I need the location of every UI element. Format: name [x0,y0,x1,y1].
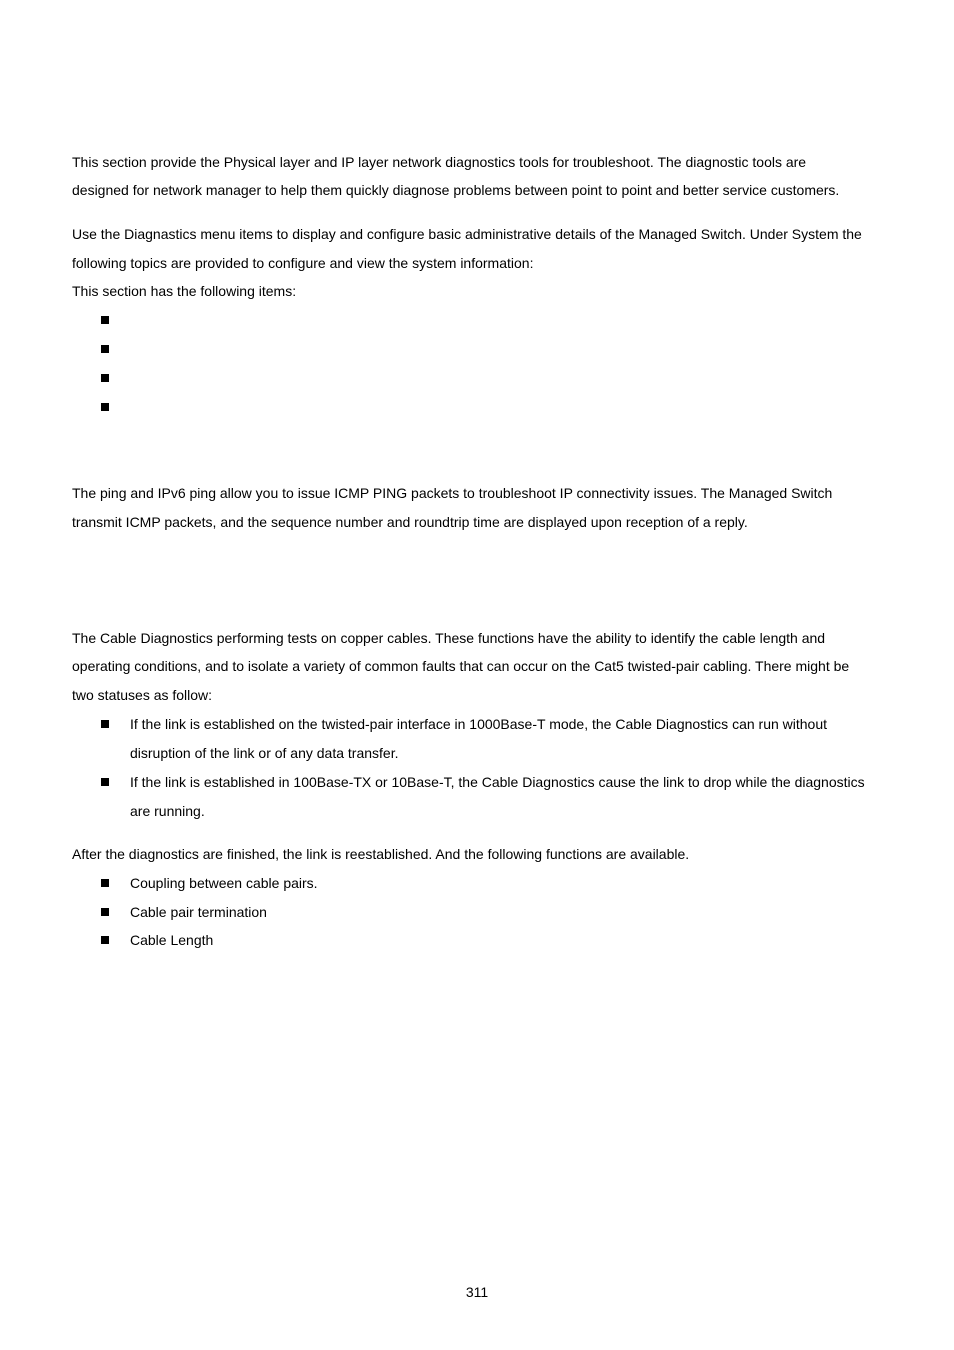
function-bullet-1: Coupling between cable pairs. [130,875,318,891]
intro-paragraph-1-line-2: designed for network manager to help them quickly diagnose problems between point to point and better service customers. [72,182,840,198]
bullet-marker [101,778,109,786]
ping-paragraph-line-1: The ping and IPv6 ping allow you to issue ICMP PING packets to troubleshoot IP connectivity issues. The Managed Switch [72,485,833,501]
bullet-marker [101,316,109,324]
bullet-marker [101,879,109,887]
function-bullet-3: Cable Length [130,932,214,948]
status-bullet-1-line-2: disruption of the link or of any data transfer. [130,745,399,761]
status-bullet-1-line-1: If the link is established on the twisted-pair interface in 1000Base-T mode, the Cable Diagnostics can run without [130,716,828,732]
bullet-marker [101,908,109,916]
status-bullet-2-line-1: If the link is established in 100Base-TX or 10Base-T, the Cable Diagnostics cause the link to drop while the diagnostics [130,774,865,790]
intro-paragraph-1-line-1: This section provide the Physical layer and IP layer network diagnostics tools for troubleshoot. The diagnostic tools are [72,154,807,170]
intro-paragraph-2-line-2: following topics are provided to configure and view the system information: [72,255,534,271]
intro-paragraph-3: This section has the following items: [72,283,297,299]
bullet-marker [101,345,109,353]
bullet-marker [101,936,109,944]
cable-paragraph-line-2: operating conditions, and to isolate a variety of common faults that can occur on the Cat5 twisted-pair cabling. There might be [72,658,850,674]
page-number: 311 [465,1284,489,1300]
ping-paragraph-line-2: transmit ICMP packets, and the sequence number and roundtrip time are displayed upon reception of a reply. [72,514,748,530]
cable-paragraph-2: After the diagnostics are finished, the link is reestablished. And the following functions are available. [72,846,690,862]
cable-paragraph-line-3: two statuses as follow: [72,687,213,703]
function-bullet-2: Cable pair termination [130,904,267,920]
intro-paragraph-2-line-1: Use the Diagnastics menu items to display and configure basic administrative details of the Managed Switch. Under System the [72,226,862,242]
bullet-marker [101,403,109,411]
status-bullet-2-line-2: are running. [130,803,205,819]
bullet-marker [101,374,109,382]
cable-paragraph-line-1: The Cable Diagnostics performing tests on copper cables. These functions have the ability to identify the cable length and [72,630,826,646]
bullet-marker [101,720,109,728]
